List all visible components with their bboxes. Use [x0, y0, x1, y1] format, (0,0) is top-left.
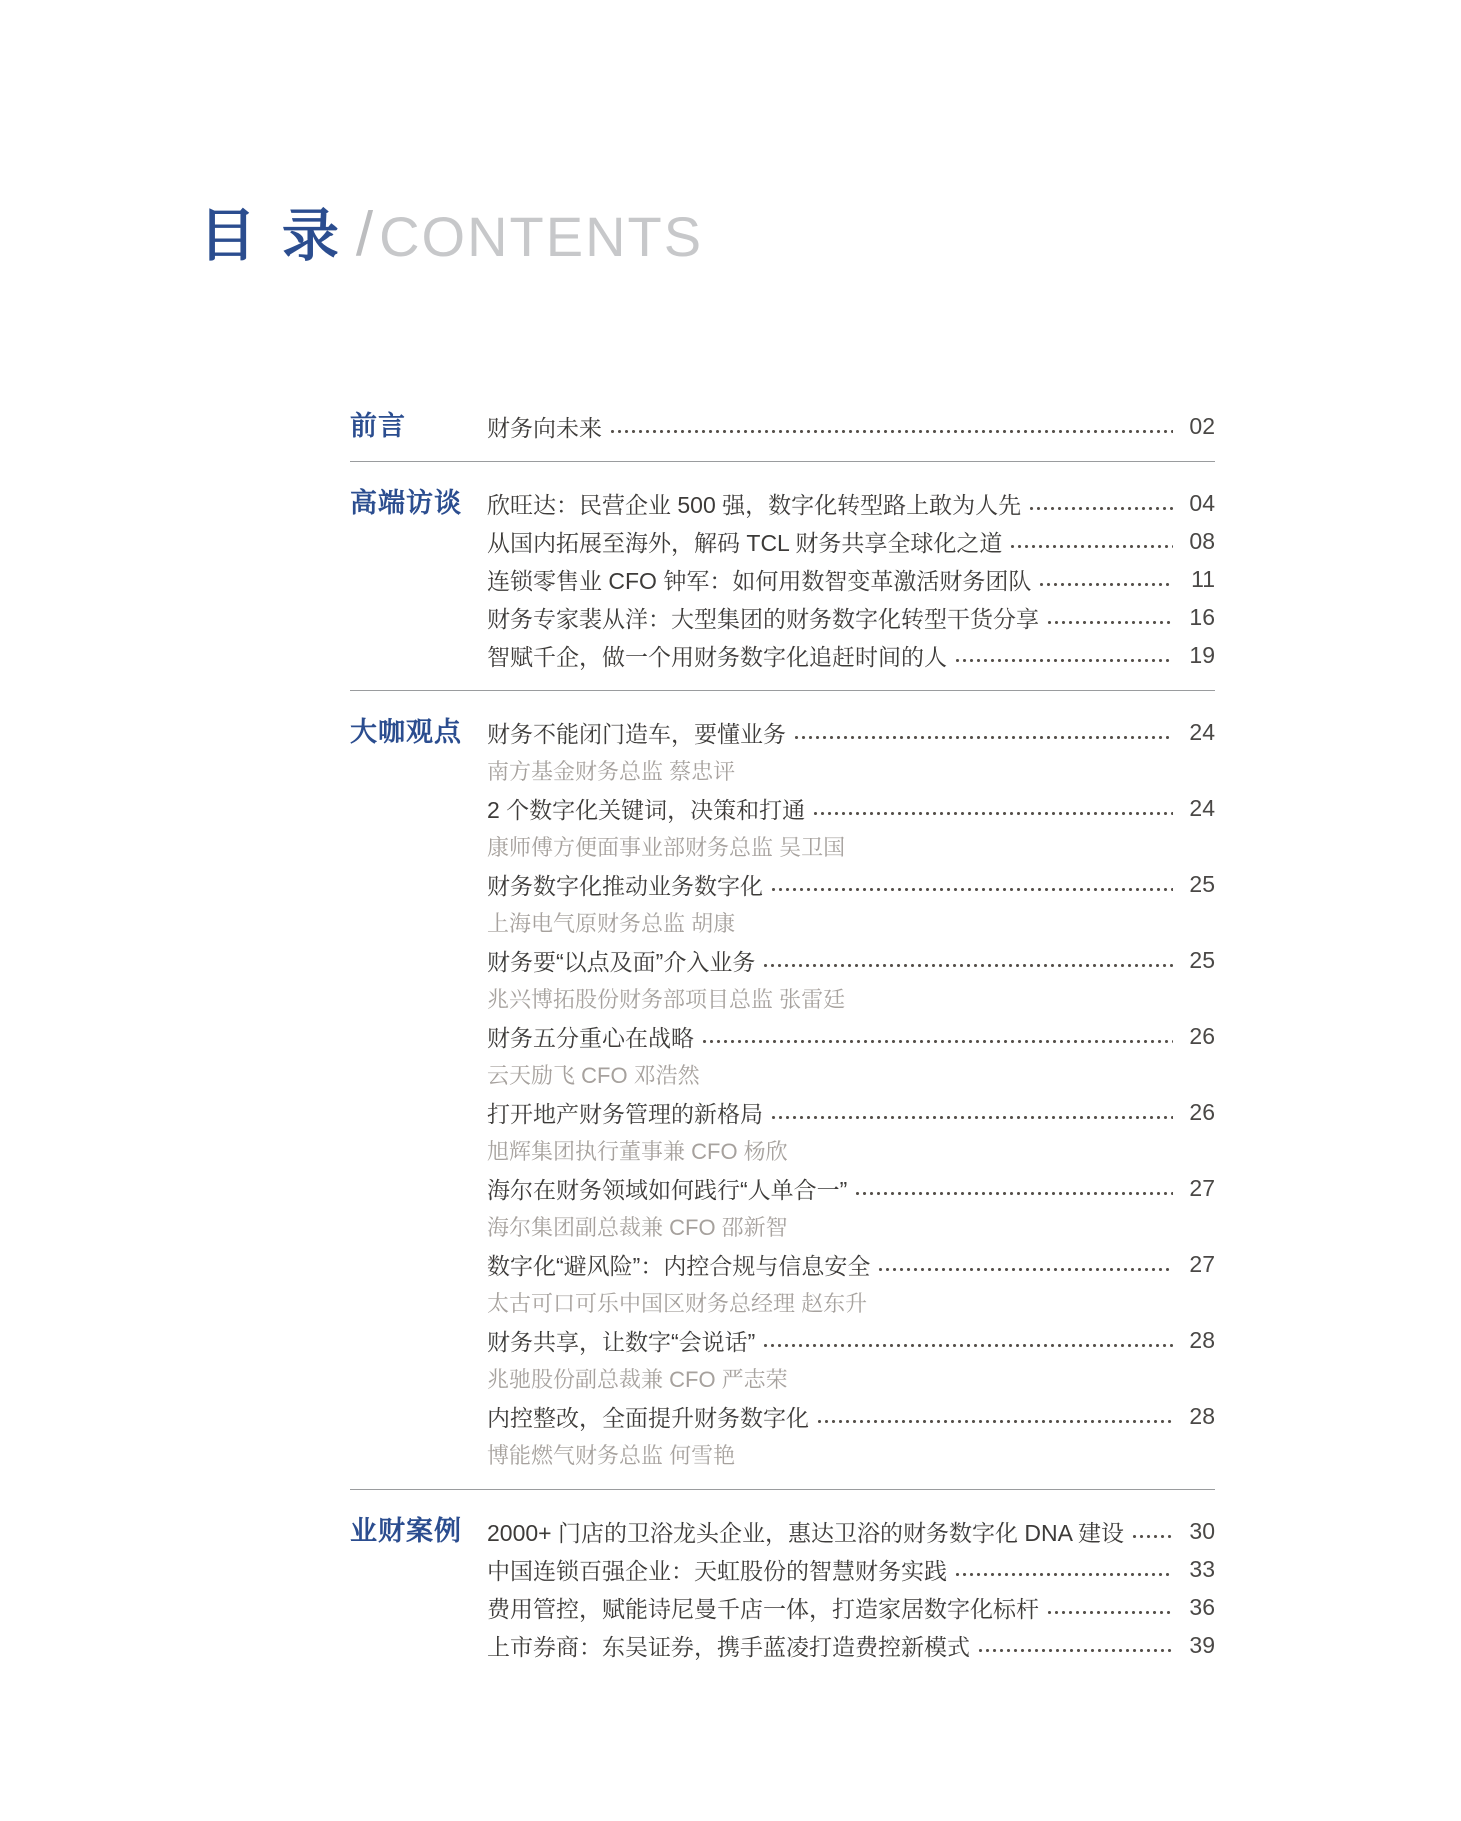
toc-entry-page-number: 08: [1189, 527, 1215, 554]
toc-entry[interactable]: [487, 789, 1215, 827]
toc-entry-author: 云天励飞 CFO 邓浩然: [487, 1062, 700, 1088]
toc-sections: [350, 407, 1215, 1664]
dot-leader: [772, 888, 1173, 891]
toc-entry[interactable]: [487, 1093, 1215, 1131]
toc-entry-title: 财务要“以点及面”介入业务: [487, 948, 756, 975]
toc-section-1: [350, 407, 1215, 445]
dot-leader: [1040, 583, 1173, 586]
toc-entry-author: 旭辉集团执行董事兼 CFO 杨欣: [487, 1138, 788, 1164]
toc-entry-title: 海尔在财务领域如何践行“人单合一”: [487, 1176, 848, 1203]
toc-entry-page-number: 30: [1189, 1517, 1215, 1544]
toc-entry-page-number: 33: [1189, 1555, 1215, 1582]
toc-entry[interactable]: [487, 1397, 1215, 1435]
toc-entry[interactable]: [487, 522, 1215, 560]
toc-entry-author: 兆驰股份副总裁兼 CFO 严志荣: [487, 1366, 788, 1392]
section-label: 高端访谈: [350, 488, 462, 518]
section-divider: [350, 461, 1215, 462]
toc-entry-page-number: 16: [1189, 603, 1215, 630]
dot-leader: [979, 1649, 1173, 1652]
dot-leader: [1030, 507, 1173, 510]
toc-entry[interactable]: [487, 713, 1215, 751]
toc-entry[interactable]: [487, 1588, 1215, 1626]
toc-section-3: [350, 713, 1215, 1473]
toc-entry-page-number: 27: [1189, 1250, 1215, 1277]
toc-entry-author: 康师傅方便面事业部财务总监 吴卫国: [487, 834, 846, 860]
section-entries: [487, 484, 1215, 674]
toc-entry-page-number: 11: [1191, 565, 1215, 592]
toc-entry[interactable]: [487, 1169, 1215, 1207]
toc-entry-title: 连锁零售业 CFO 钟军：如何用数智变革激活财务团队: [487, 567, 1032, 594]
section-entries: [487, 407, 1215, 445]
title-slash-divider: /: [355, 200, 374, 269]
page-title-chinese: 目 录: [199, 203, 344, 268]
toc-entry[interactable]: [487, 407, 1215, 445]
toc-entry[interactable]: [487, 1245, 1215, 1283]
dot-leader: [1048, 1611, 1173, 1614]
toc-entry-author: 博能燃气财务总监 何雪艳: [487, 1442, 736, 1468]
dot-leader: [764, 964, 1173, 967]
section-divider: [350, 690, 1215, 691]
toc-entry-page-number: 36: [1189, 1593, 1215, 1620]
page-title-english: CONTENTS: [379, 204, 704, 268]
toc-section-2: [350, 484, 1215, 674]
toc-entry[interactable]: [487, 1626, 1215, 1664]
dot-leader: [856, 1192, 1173, 1195]
toc-entry-page-number: 25: [1189, 946, 1215, 973]
toc-entry-page-number: 19: [1189, 641, 1215, 668]
toc-entry-title: 内控整改，全面提升财务数字化: [487, 1404, 809, 1431]
dot-leader: [703, 1040, 1173, 1043]
dot-leader: [956, 1573, 1173, 1576]
toc-entry-title: 打开地产财务管理的新格局: [487, 1100, 763, 1127]
toc-entry[interactable]: [487, 560, 1215, 598]
toc-entry[interactable]: [487, 1017, 1215, 1055]
toc-entry-title: 2 个数字化关键词，决策和打通: [487, 796, 806, 823]
toc-entry-page-number: 02: [1189, 412, 1215, 439]
dot-leader: [814, 812, 1173, 815]
toc-entry-page-number: 27: [1189, 1174, 1215, 1201]
toc-entry-title: 从国内拓展至海外，解码 TCL 财务共享全球化之道: [487, 529, 1003, 556]
toc-entry-page-number: 24: [1189, 794, 1215, 821]
dot-leader: [772, 1116, 1173, 1119]
section-entries: [487, 713, 1215, 1473]
toc-entry-page-number: 28: [1189, 1402, 1215, 1429]
toc-entry-author: 南方基金财务总监 蔡忠评: [487, 758, 736, 784]
dot-leader: [1133, 1535, 1173, 1538]
toc-entry-title: 财务共享，让数字“会说话”: [487, 1328, 756, 1355]
toc-entry[interactable]: [487, 484, 1215, 522]
toc-entry-title: 财务五分重心在战略: [487, 1024, 694, 1051]
section-label: 前言: [350, 411, 406, 441]
toc-entry-page-number: 25: [1189, 870, 1215, 897]
section-divider: [350, 1489, 1215, 1490]
toc-entry-page-number: 04: [1189, 489, 1215, 516]
toc-entry-author: 太古可口可乐中国区财务总经理 赵东升: [487, 1290, 868, 1316]
toc-entry-title: 费用管控，赋能诗尼曼千店一体，打造家居数字化标杆: [487, 1595, 1039, 1622]
toc-entry[interactable]: [487, 1321, 1215, 1359]
toc-entry-author: 兆兴博拓股份财务部项目总监 张雷廷: [487, 986, 846, 1012]
dot-leader: [879, 1268, 1173, 1271]
toc-entry-title: 财务专家裴从洋：大型集团的财务数字化转型干货分享: [487, 605, 1039, 632]
toc-entry[interactable]: [487, 636, 1215, 674]
dot-leader: [1048, 621, 1173, 624]
page-title: [199, 200, 704, 269]
toc-entry-title: 欣旺达：民营企业 500 强，数字化转型路上敢为人先: [487, 491, 1022, 518]
toc-entry-title: 2000+ 门店的卫浴龙头企业，惠达卫浴的财务数字化 DNA 建设: [487, 1519, 1125, 1546]
toc-entry-page-number: 24: [1189, 718, 1215, 745]
toc-entry-page-number: 26: [1189, 1098, 1215, 1125]
toc-entry[interactable]: [487, 1512, 1215, 1550]
dot-leader: [611, 430, 1173, 433]
toc-entry-page-number: 26: [1189, 1022, 1215, 1049]
dot-leader: [795, 736, 1173, 739]
toc-entry-author: 上海电气原财务总监 胡康: [487, 910, 736, 936]
toc-entry[interactable]: [487, 1550, 1215, 1588]
toc-entry-title: 财务数字化推动业务数字化: [487, 872, 763, 899]
toc-entry[interactable]: [487, 865, 1215, 903]
toc-entry[interactable]: [487, 941, 1215, 979]
toc-entry-author: 海尔集团副总裁兼 CFO 邵新智: [487, 1214, 788, 1240]
section-label: 大咖观点: [350, 717, 462, 747]
toc-entry[interactable]: [487, 598, 1215, 636]
section-entries: [487, 1512, 1215, 1664]
toc-entry-page-number: 39: [1189, 1631, 1215, 1658]
dot-leader: [764, 1344, 1173, 1347]
toc-entry-page-number: 28: [1189, 1326, 1215, 1353]
toc-entry-title: 上市券商：东吴证券，携手蓝凌打造费控新模式: [487, 1633, 970, 1660]
dot-leader: [818, 1420, 1173, 1423]
toc-section-4: [350, 1512, 1215, 1664]
toc-entry-title: 财务不能闭门造车，要懂业务: [487, 720, 786, 747]
section-label: 业财案例: [350, 1516, 462, 1546]
toc-entry-title: 财务向未来: [487, 414, 602, 441]
dot-leader: [1011, 545, 1173, 548]
toc-entry-title: 智赋千企，做一个用财务数字化追赶时间的人: [487, 643, 947, 670]
toc-entry-title: 数字化“避风险”：内控合规与信息安全: [487, 1252, 871, 1279]
dot-leader: [956, 659, 1173, 662]
toc-entry-title: 中国连锁百强企业：天虹股份的智慧财务实践: [487, 1557, 947, 1584]
